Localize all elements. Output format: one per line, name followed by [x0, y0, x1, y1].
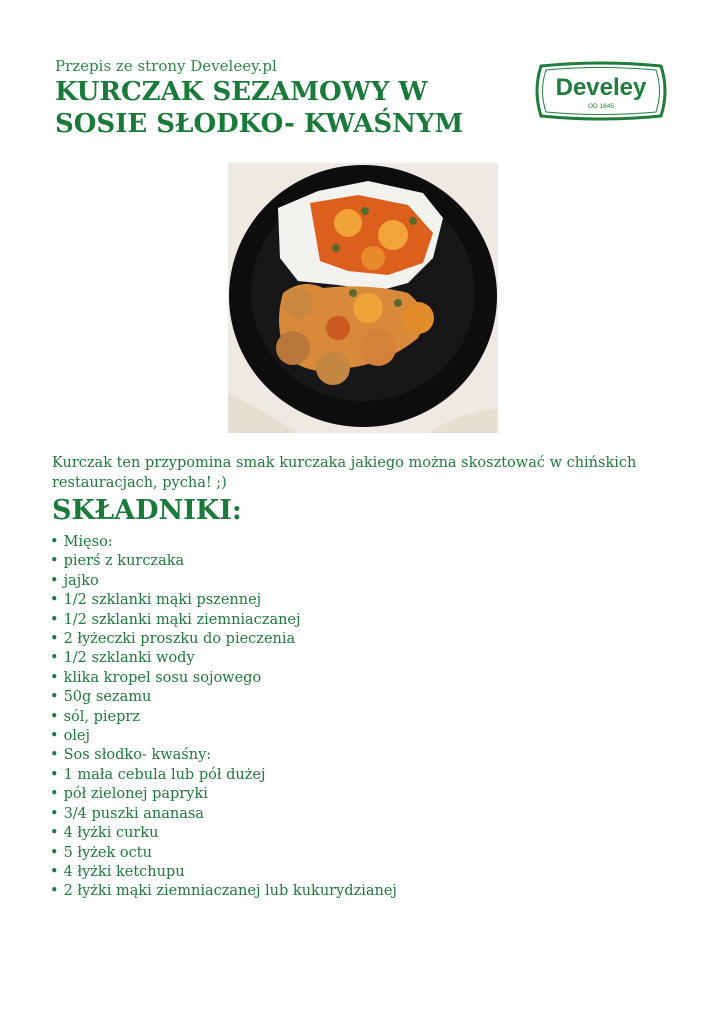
ingredient-item: • 1/2 szklanki mąki pszennej: [50, 591, 397, 610]
ingredient-item: • 1 mała cebula lub pół dużej: [50, 766, 397, 785]
ingredient-item: • klika kropel sosu sojowego: [50, 669, 397, 688]
ingredient-item: • 4 łyżki curku: [50, 824, 397, 843]
ingredient-item: • 4 łyżki ketchupu: [50, 863, 397, 882]
ingredients-list: [50, 533, 397, 902]
ingredient-item: • 50g sezamu: [50, 688, 397, 707]
ingredient-item: • 1/2 szklanki mąki ziemniaczanej: [50, 611, 397, 630]
ingredient-item: • olej: [50, 727, 397, 746]
logo-since-text: OD 1845: [587, 103, 615, 110]
logo-brand-text: Develey: [555, 74, 647, 101]
ingredient-item: • 5 łyżek octu: [50, 844, 397, 863]
ingredient-item: • pół zielonej papryki: [50, 785, 397, 804]
ingredient-item: • jajko: [50, 572, 397, 591]
ingredient-item: • sól, pieprz: [50, 708, 397, 727]
ingredient-item: • 3/4 puszki ananasa: [50, 805, 397, 824]
recipe-intro: Kurczak ten przypomina smak kurczaka jakiego można skosztować w chińskich restauracjach, pycha! ;): [52, 455, 637, 491]
ingredient-item: • 1/2 szklanki wody: [50, 649, 397, 668]
ingredient-item: • 2 łyżeczki proszku do pieczenia: [50, 630, 397, 649]
ingredient-item: • 2 łyżki mąki ziemniaczanej lub kukurydzianej: [50, 882, 397, 901]
recipe-source: Przepis ze strony Develeey.pl: [55, 57, 277, 75]
develey-logo: [533, 60, 669, 122]
ingredient-item: • Mięso:: [50, 533, 397, 552]
ingredient-item: • pierś z kurczaka: [50, 552, 397, 571]
dish-photo: [228, 163, 498, 433]
recipe-title: KURCZAK SEZAMOWY W SOSIE SŁODKO- KWAŚNYM: [55, 77, 464, 139]
ingredients-heading: SKŁADNIKI:: [52, 495, 242, 526]
ingredient-item: • Sos słodko- kwaśny:: [50, 746, 397, 765]
